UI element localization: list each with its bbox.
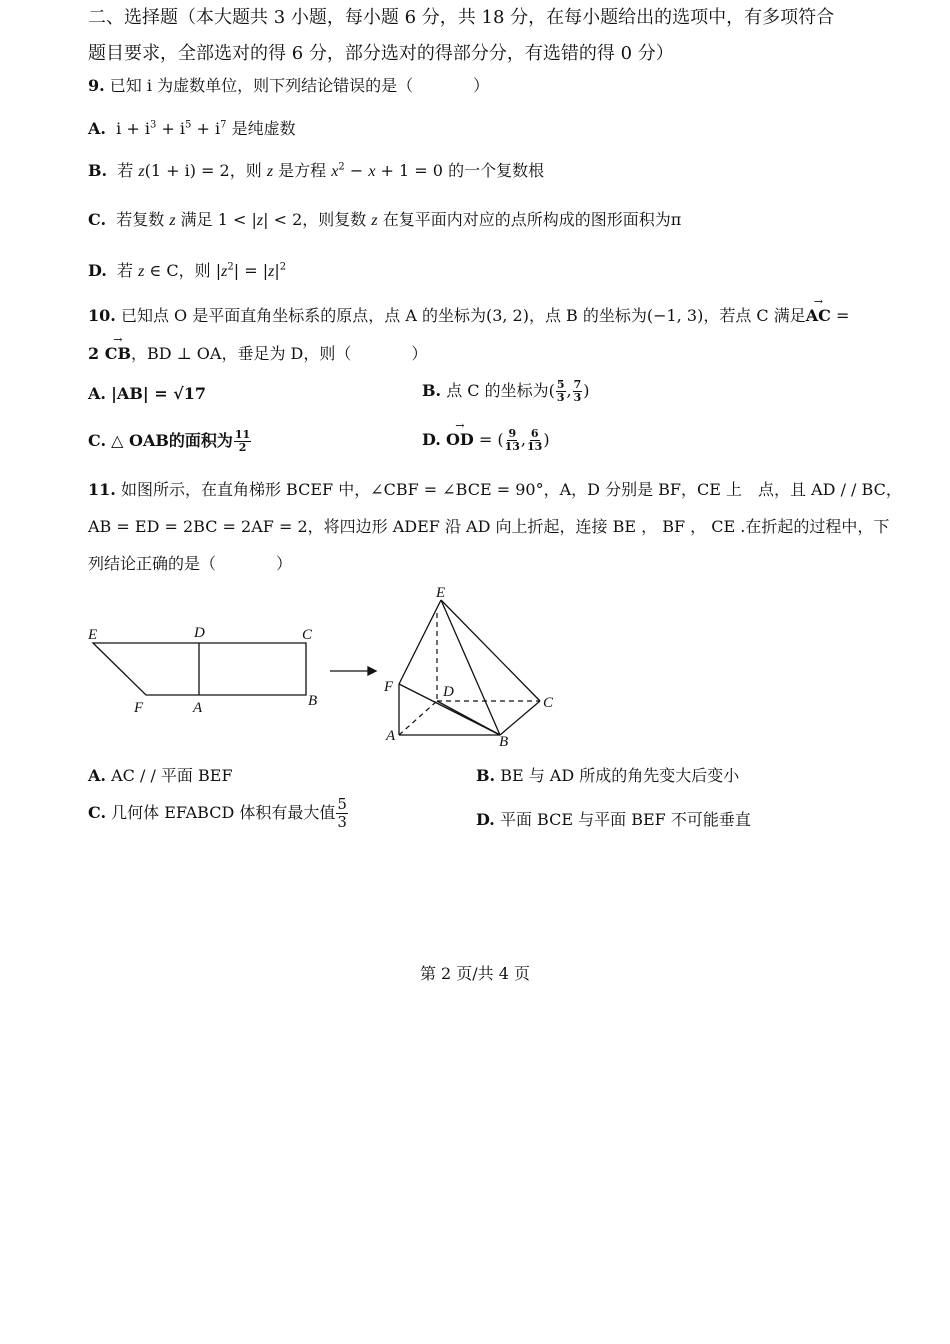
q10-option-d: D. → OD = ( $\frac{9}{13}$ , $\frac{6}{13}$ )	[422, 428, 550, 453]
label-left-A: A	[193, 700, 203, 716]
q11-stem-line1: 11. 如图所示，在直角梯形 BCEF 中，∠CBF = ∠BCE = 90°，A，D 分别是 BF，CE 上 点，且 AD / / BC，	[88, 480, 902, 499]
label-right-B: B	[499, 734, 509, 750]
q10-stem-line2: 2 → CB，BD ⊥ OA，垂足为 D，则（ ）	[88, 341, 427, 364]
q9-option-c: C. 若复数 z 满足 1 < |z| < 2，则复数 z 在复平面内对应的点所构成的图形面积为π	[88, 210, 682, 229]
label-left-B: B	[308, 693, 318, 709]
q9-stem: 9. 已知 i 为虚数单位，则下列结论错误的是（ ）	[88, 76, 490, 95]
label-right-A: A	[386, 728, 396, 744]
folded-solid	[399, 600, 540, 735]
q11-stem-line3: 列结论正确的是（ ）	[88, 554, 293, 573]
q11-option-c: C. 几何体 EFABCD 体积有最大值 $\frac{5}{3}$	[88, 795, 347, 831]
q11-stem-line2: AB = ED = 2BC = 2AF = 2，将四边形 ADEF 沿 AD 向上折起，连接 BE ， BF ， CE .在折起的过程中，下	[88, 517, 890, 536]
section-header-line1: 二、选择题（本大题共 3 小题，每小题 6 分，共 18 分，在每小题给出的选项中，有多项符合	[88, 7, 835, 28]
label-left-E: E	[88, 627, 98, 643]
arrow-icon	[330, 667, 376, 675]
q11-option-b: B. BE 与 AD 所成的角先变大后变小	[476, 766, 740, 785]
label-left-F: F	[134, 700, 144, 716]
q9-option-b: B. 若 z(1 + i) = 2，则 z 是方程 $x^2 - x + 1 = 0$ 的一个复数根	[88, 161, 545, 180]
label-right-E: E	[436, 585, 446, 601]
q11-figure	[0, 578, 950, 778]
q10-option-a: A. |AB| = √17	[88, 384, 206, 403]
q11-option-d: D. 平面 BCE 与平面 BEF 不可能垂直	[476, 810, 751, 829]
q10-stem-line1: 10. 已知点 O 是平面直角坐标系的原点，点 A 的坐标为(3, 2)，点 B 的坐标为(−1, 3)，若点 C 满足→ AC =	[88, 303, 849, 326]
label-right-F: F	[384, 679, 394, 695]
q10-option-c: C. △ OAB的面积为 $\frac{11}{2}$	[88, 428, 251, 454]
q9-option-a: A. $i + i^3 + i^5 + i^7$ 是纯虚数	[88, 119, 296, 138]
label-right-C: C	[543, 695, 554, 711]
q10-option-b: B. 点 C 的坐标为( $\frac{5}{3}$ , $\frac{7}{3}$ )	[422, 378, 590, 404]
q11-option-a: A. AC / / 平面 BEF	[88, 766, 233, 785]
q9-option-d: D. 若 z ∈ C，则 $|z^2| = |z|^2$	[88, 261, 287, 280]
hidden-edges	[399, 613, 540, 735]
page-footer: 第 2 页/共 4 页	[419, 964, 531, 983]
label-left-C: C	[302, 627, 313, 643]
label-right-D: D	[443, 684, 454, 700]
label-left-D: D	[194, 625, 205, 641]
flat-trapezoid	[93, 643, 306, 695]
section-header-line2: 题目要求，全部选对的得 6 分，部分选对的得部分分，有选错的得 0 分）	[88, 43, 674, 64]
